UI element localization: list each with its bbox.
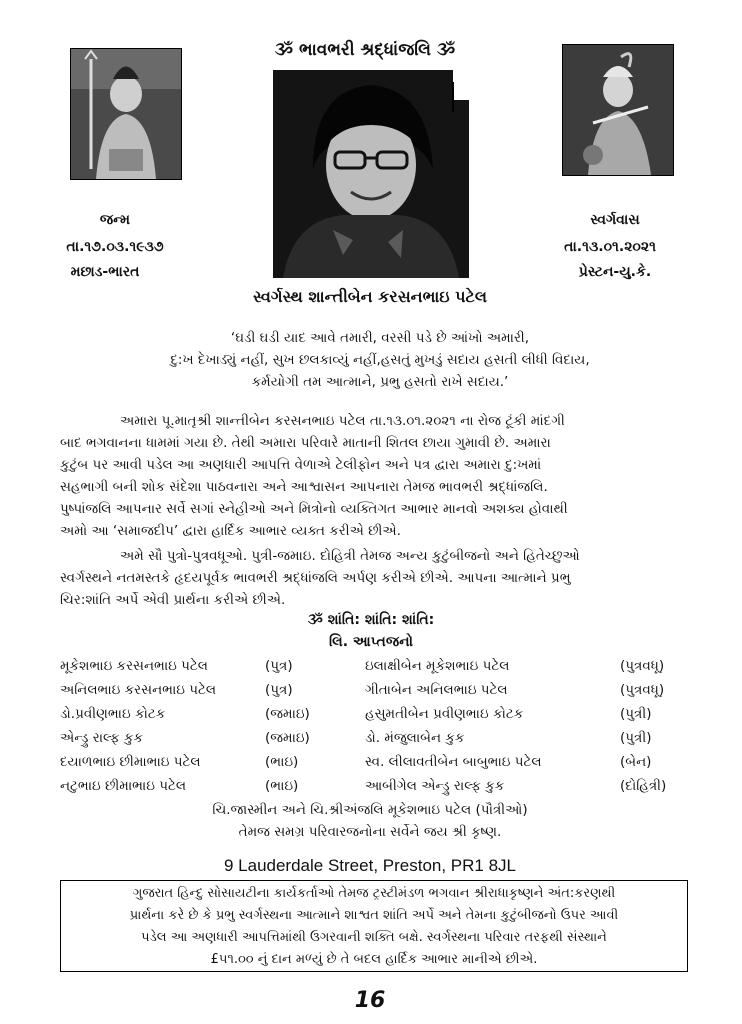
shiva-image bbox=[70, 48, 182, 180]
paragraph-line: અમારા પૂ.માતૃશ્રી શાન્તીબેન કરસનભાઇ પટેલ તા.૧૩.૦૧.૨૦૨૧ ના રોજ ટૂંકી માંદગી bbox=[120, 413, 565, 429]
portrait-photo bbox=[273, 70, 469, 278]
family-member-name: આબીગેલ એન્ડ્રુ રાલ્ફ કુક bbox=[365, 778, 505, 794]
death-label: સ્વર્ગવાસ bbox=[590, 212, 640, 228]
family-member-name: ગીતાબેન અનિલભાઇ પટેલ bbox=[365, 682, 508, 698]
family-member-name: નટુભાઇ છીમાભાઇ પટેલ bbox=[60, 778, 187, 794]
family-member-name: એન્ડ્રુ રાલ્ફ કુક bbox=[60, 730, 144, 746]
birth-date: તા.૧૭.૦૩.૧૯૩૭ bbox=[66, 239, 164, 255]
society-notice-box bbox=[60, 880, 688, 972]
birth-label: જન્મ bbox=[99, 212, 131, 228]
poem-line: કર્મયોગી તમ આત્માને, પ્રભુ હસતો રાખે સદાય.’ bbox=[251, 374, 509, 390]
family-member-relation: (પુત્રવધૂ) bbox=[620, 658, 665, 674]
paragraph-line: સહભાગી બની શોક સંદેશા પાઠવનારા અને આશ્વાસન આપનારા તેમજ ભાવભરી શ્રદ્ધાંજલિ. bbox=[60, 479, 548, 495]
family-member-name: સ્વ. લીલાવતીબેન બાબુભાઇ પટેલ bbox=[365, 754, 542, 770]
krishna-image bbox=[562, 44, 674, 176]
family-member-relation: (પુત્રવધૂ) bbox=[620, 682, 665, 698]
paragraph-line: ચિર:શાંતિ અર્પે એવી પ્રાર્થના કરીએ છીએ. bbox=[60, 592, 286, 608]
family-member-name: મૂકેશભાઇ કરસનભાઇ પટેલ bbox=[60, 658, 208, 674]
poem-line: દુ:ખ દેખાડ્યું નહીં, સુખ છલકાવ્યું નહીં,હસતું મુખડું સદાય હસતી લીધી વિદાય, bbox=[170, 352, 590, 368]
paragraph-line: અમો આ ‘સમાજદીપ’ દ્વારા હાર્દિક આભાર વ્યક્ત કરીએ છીએ. bbox=[60, 523, 401, 539]
death-place: પ્રેસ્ટન-યુ.કે. bbox=[578, 264, 652, 280]
poem-line: ‘ઘડી ઘડી યાદ આવે તમારી, વરસી પડે છે આંખો અમારી, bbox=[230, 330, 530, 346]
family-member-name: દયાળભાઇ છીમાભાઇ પટેલ bbox=[60, 754, 201, 770]
family-member-relation: (પુત્રી) bbox=[620, 706, 652, 722]
birth-place: મછાડ-ભારત bbox=[70, 264, 140, 280]
family-member-relation: (પુત્ર) bbox=[265, 658, 293, 674]
family-member-relation: (દોહિત્રી) bbox=[620, 778, 667, 794]
family-member-relation: (બેન) bbox=[620, 754, 652, 770]
signoff: લિ. આપ્તજનો bbox=[328, 634, 414, 650]
address: 9 Lauderdale Street, Preston, PR1 8JL bbox=[223, 856, 516, 875]
family-member-relation: (પુત્રી) bbox=[620, 730, 652, 746]
family-member-relation: (ભાઇ) bbox=[265, 754, 299, 770]
family-member-relation: (જમાઇ) bbox=[265, 706, 310, 722]
family-member-relation: (પુત્ર) bbox=[265, 682, 293, 698]
deceased-name: સ્વર્ગસ્થ શાન્તીબેન કરસનભાઇ પટેલ bbox=[253, 287, 487, 306]
family-member-name: અનિલભાઇ કરસનભાઇ પટેલ bbox=[60, 682, 217, 698]
family-member-name: ડો.પ્રવીણભાઇ કોટક bbox=[60, 706, 166, 722]
family-member-name: ડો. મંજુલાબેન કુક bbox=[365, 730, 465, 746]
shanti-line: ૐ શાંતિ: શાંતિ: શાંતિ: bbox=[307, 612, 435, 628]
closing-line: તેમજ સમગ્ર પરિવારજનોના સર્વેને જય શ્રી કૃષ્ણ. bbox=[238, 824, 502, 840]
divider-mark bbox=[452, 82, 454, 112]
paragraph-line: અમે સૌ પુત્રો-પુત્રવધૂઓ. પુત્રી-જમાઇ. દોહિત્રી તેમજ અન્ય કુટુંબીજનો અને હિતેચ્છુઓ bbox=[120, 548, 580, 564]
paragraph-line: પુષ્પાંજલિ આપનાર સર્વે સગાં સ્નેહીઓ અને મિત્રોનો વ્યક્તિગત આભાર માનવો અશક્ય હોવાથી bbox=[60, 501, 568, 517]
family-member-name: હસુમતીબેન પ્રવીણભાઇ કોટક bbox=[365, 706, 524, 722]
paragraph-line: કુટુંબ પર આવી પડેલ આ અણધારી આપત્તિ વેળાએ ટેલીફોન અને પત્ર દ્વારા અમારા દુ:ખમાં bbox=[60, 457, 542, 473]
paragraph-line: બાદ ભગવાનના ધામમાં ગયા છે. તેથી અમારા પરિવારે માતાની શિતલ છાયા ગુમાવી છે. અમારા bbox=[60, 435, 551, 451]
notice-line: ગુજરાત હિન્દુ સોસાયટીના કાર્યકર્તાઓ તેમજ ટ્રસ્ટીમંડળ ભગવાન શ્રીરાધાકૃષ્ણને અંત:કરણથી bbox=[132, 886, 616, 901]
death-date: તા.૧૩.૦૧.૨૦૨૧ bbox=[564, 239, 656, 255]
notice-line: પડેલ આ અણધારી આપત્તિમાંથી ઉગરવાની શક્તિ બક્ષે. સ્વર્ગસ્થના પરિવાર તરફથી સંસ્થાને bbox=[141, 930, 607, 945]
family-member-relation: (ભાઇ) bbox=[265, 778, 299, 794]
notice-line: £૫૧.૦૦ નું દાન મળ્યું છે તે બદલ હાર્દિક આભાર માનીએ છીએ. bbox=[210, 952, 538, 967]
page-title: ૐ ભાવભરી શ્રદ્ધાંજલિ ૐ bbox=[274, 40, 456, 60]
notice-line: પ્રાર્થના કરે છે કે પ્રભુ સ્વર્ગસ્થના આત્માને શાશ્વત શાંતિ અર્પે અને તેમના કુટુંબીજનો ઉપર આવી bbox=[129, 908, 619, 923]
granddaughters-line: ચિ.જાસ્મીન અને ચિ.શ્રીઅંજલિ મૂકેશભાઇ પટેલ (પૌત્રીઓ) bbox=[212, 802, 528, 818]
family-member-name: ઇલાક્ષીબેન મૂકેશભાઇ પટેલ bbox=[365, 658, 510, 674]
paragraph-line: સ્વર્ગસ્થને નતમસ્તકે હૃદયપૂર્વક ભાવભરી શ્રદ્ધાંજલિ અર્પણ કરીએ છીએ. આપના આત્માને પ્રભુ bbox=[60, 570, 571, 586]
page-number: 16 bbox=[354, 988, 386, 1013]
family-member-relation: (જમાઇ) bbox=[265, 730, 310, 746]
